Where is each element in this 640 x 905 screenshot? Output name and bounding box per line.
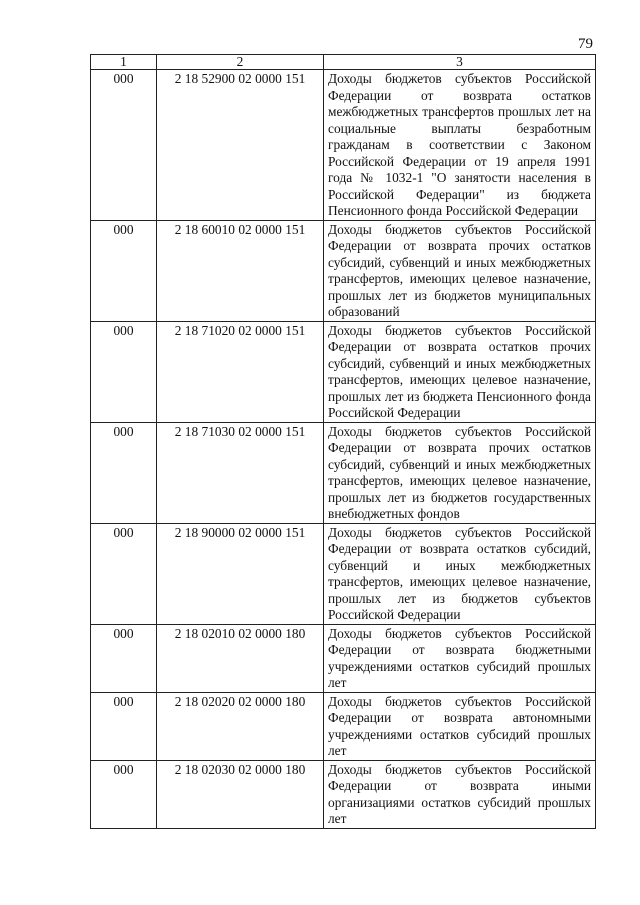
budget-code-cell: 2 18 02020 02 0000 180 bbox=[157, 692, 324, 760]
table-row bbox=[91, 760, 596, 828]
admin-code-cell: 000 bbox=[91, 321, 157, 422]
budget-code-cell: 2 18 71030 02 0000 151 bbox=[157, 422, 324, 523]
admin-code-cell: 000 bbox=[91, 692, 157, 760]
table-row bbox=[91, 422, 596, 523]
income-name-cell: Доходы бюджетов субъектов Российской Федерации от возврата иными организациями остатков субсидий прошлых лет bbox=[324, 760, 596, 828]
budget-code-cell: 2 18 02030 02 0000 180 bbox=[157, 760, 324, 828]
income-name-cell: Доходы бюджетов субъектов Российской Федерации от возврата остатков субсидий, субвенций и иных межбюджетных трансфертов, имеющих целевое назначение, прошлых лет из бюджетов субъектов Российской Федерации bbox=[324, 523, 596, 624]
page-number: 79 bbox=[578, 36, 593, 52]
table-row bbox=[91, 624, 596, 692]
table-header-row bbox=[91, 55, 596, 70]
column-header-1: 1 bbox=[91, 55, 157, 70]
income-name-cell: Доходы бюджетов субъектов Российской Федерации от возврата остатков прочих субсидий, субвенций и иных межбюджетных трансфертов, имеющих целевое назначение, прошлых лет из бюджета Пенсионного фонда Российской Федерации bbox=[324, 321, 596, 422]
income-name-cell: Доходы бюджетов субъектов Российской Федерации от возврата прочих остатков субсидий, субвенций и иных межбюджетных трансфертов, имеющих целевое назначение, прошлых лет из бюджетов муниципальных образований bbox=[324, 220, 596, 321]
income-name-cell: Доходы бюджетов субъектов Российской Федерации от возврата бюджетными учреждениями остатков субсидий прошлых лет bbox=[324, 624, 596, 692]
budget-code-cell: 2 18 02010 02 0000 180 bbox=[157, 624, 324, 692]
column-header-3: 3 bbox=[324, 55, 596, 70]
budget-classification-table bbox=[90, 54, 596, 829]
income-name-cell: Доходы бюджетов субъектов Российской Федерации от возврата остатков межбюджетных трансфертов прошлых лет на социальные выплаты безработным гражданам в соответствии с Законом Российской Федерации от 19 апреля 1991 года № 1032-1 "О занятости населения в Российской Федерации" из бюджета Пенсионного фонда Российской Федерации bbox=[324, 70, 596, 221]
budget-code-cell: 2 18 52900 02 0000 151 bbox=[157, 70, 324, 221]
income-name-cell: Доходы бюджетов субъектов Российской Федерации от возврата автономными учреждениями остатков субсидий прошлых лет bbox=[324, 692, 596, 760]
table-row bbox=[91, 692, 596, 760]
table-row bbox=[91, 523, 596, 624]
admin-code-cell: 000 bbox=[91, 760, 157, 828]
budget-code-cell: 2 18 60010 02 0000 151 bbox=[157, 220, 324, 321]
table-row bbox=[91, 321, 596, 422]
admin-code-cell: 000 bbox=[91, 70, 157, 221]
column-header-2: 2 bbox=[157, 55, 324, 70]
admin-code-cell: 000 bbox=[91, 523, 157, 624]
admin-code-cell: 000 bbox=[91, 220, 157, 321]
income-name-cell: Доходы бюджетов субъектов Российской Федерации от возврата прочих остатков субсидий, субвенций и иных межбюджетных трансфертов, имеющих целевое назначение, прошлых лет из бюджетов государственных внебюджетных фондов bbox=[324, 422, 596, 523]
table-row bbox=[91, 70, 596, 221]
budget-code-cell: 2 18 71020 02 0000 151 bbox=[157, 321, 324, 422]
admin-code-cell: 000 bbox=[91, 422, 157, 523]
budget-code-cell: 2 18 90000 02 0000 151 bbox=[157, 523, 324, 624]
table-row bbox=[91, 220, 596, 321]
admin-code-cell: 000 bbox=[91, 624, 157, 692]
